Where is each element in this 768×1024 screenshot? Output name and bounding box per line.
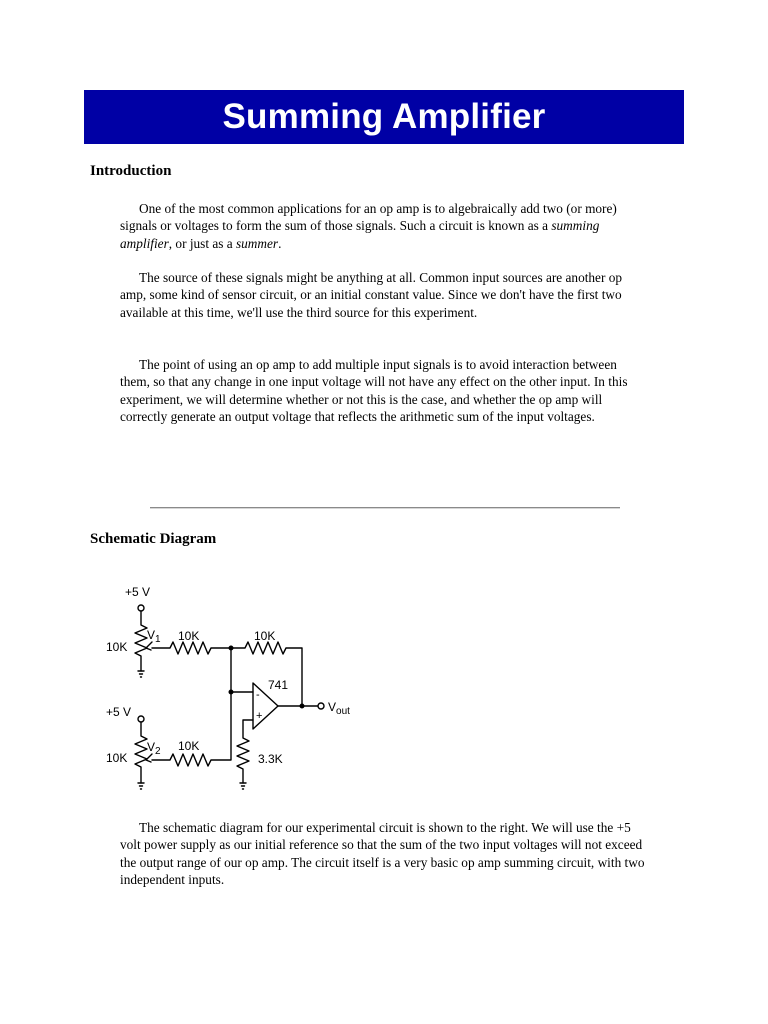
ground-2-icon [138, 783, 144, 789]
introduction-heading: Introduction [90, 163, 172, 179]
v2-label: $V_2$ [147, 740, 161, 757]
ground-3-icon [240, 783, 246, 789]
input-resistor-1-value: 10K [178, 629, 200, 643]
intro-paragraph-2 [120, 269, 650, 321]
wiper-2 [146, 754, 152, 762]
wiper-1 [146, 642, 152, 650]
schematic-p1-text: The schematic diagram for our experimental circuit is shown to the right. We will use the +5 volt power supply as our initial reference so that the sum of the two input voltages will not exceed the output range of our op amp. The circuit itself is a very basic op amp summing circuit, with two independent inputs. [120, 820, 645, 888]
feedback-resistor-value: 10K [254, 629, 276, 643]
junction-output [300, 704, 304, 708]
page-title: Summing Amplifier [222, 97, 546, 136]
pot-1-value: 10K [106, 640, 128, 654]
intro-p1-text-c: . [278, 235, 282, 251]
intro-paragraph-3 [120, 356, 650, 426]
schematic-diagram [98, 578, 368, 803]
v1-label: $V_1$ [147, 628, 161, 645]
intro-p1-emphasis-summer: summer [235, 235, 279, 251]
intro-paragraph-1 [120, 200, 650, 252]
feedback-resistor [231, 642, 302, 706]
input-resistor-2-value: 10K [178, 739, 200, 753]
schematic-paragraph [120, 819, 650, 889]
input-resistor-2 [152, 692, 231, 766]
intro-p1-emphasis-summing-amplifier: summing amplifier [120, 218, 600, 251]
inverting-symbol: - [256, 689, 260, 701]
vout-label: $V_{out}$ [328, 700, 350, 717]
noninverting-symbol: + [256, 710, 263, 722]
inverting-input-wire [231, 648, 253, 692]
schematic-heading: Schematic Diagram [90, 531, 217, 547]
intro-p1-text-b: , or just as a [168, 235, 236, 251]
section-divider [150, 507, 620, 509]
supply-2-terminal [138, 716, 144, 722]
output-terminal [318, 703, 324, 709]
input-resistor-1 [152, 642, 231, 654]
intro-p3-text: The point of using an op amp to add multiple input signals is to avoid interaction between them, so that any change in one input voltage will not have any effect on the other input. In this experiment, we will determine whether or not this is the case, and whether the op amp will correctly generate an output voltage that reflects the arithmetic sum of the input voltages. [120, 357, 628, 425]
ground-1-icon [138, 671, 144, 677]
potentiometer-2 [135, 722, 147, 783]
supply-2-label: +5 V [106, 705, 132, 719]
intro-p1-text-a: One of the most common applications for an op amp is to algebraically add two (or more) signals or voltages to form the sum of those signals. Such a circuit is known as a [120, 201, 617, 234]
ground-resistor-value: 3.3K [258, 752, 283, 766]
opamp-label: 741 [268, 678, 289, 692]
potentiometer-1 [135, 611, 147, 671]
intro-p2-text: The source of these signals might be anything at all. Common input sources are another op amp, some kind of sensor circuit, or an initial constant value. Since we don't have the first two available at this time, we'll use the third source for this experiment. [120, 270, 623, 320]
ground-resistor [237, 720, 253, 783]
supply-1-label: +5 V [125, 585, 151, 599]
supply-1-terminal [138, 605, 144, 611]
pot-2-value: 10K [106, 751, 128, 765]
title-banner [84, 90, 684, 144]
